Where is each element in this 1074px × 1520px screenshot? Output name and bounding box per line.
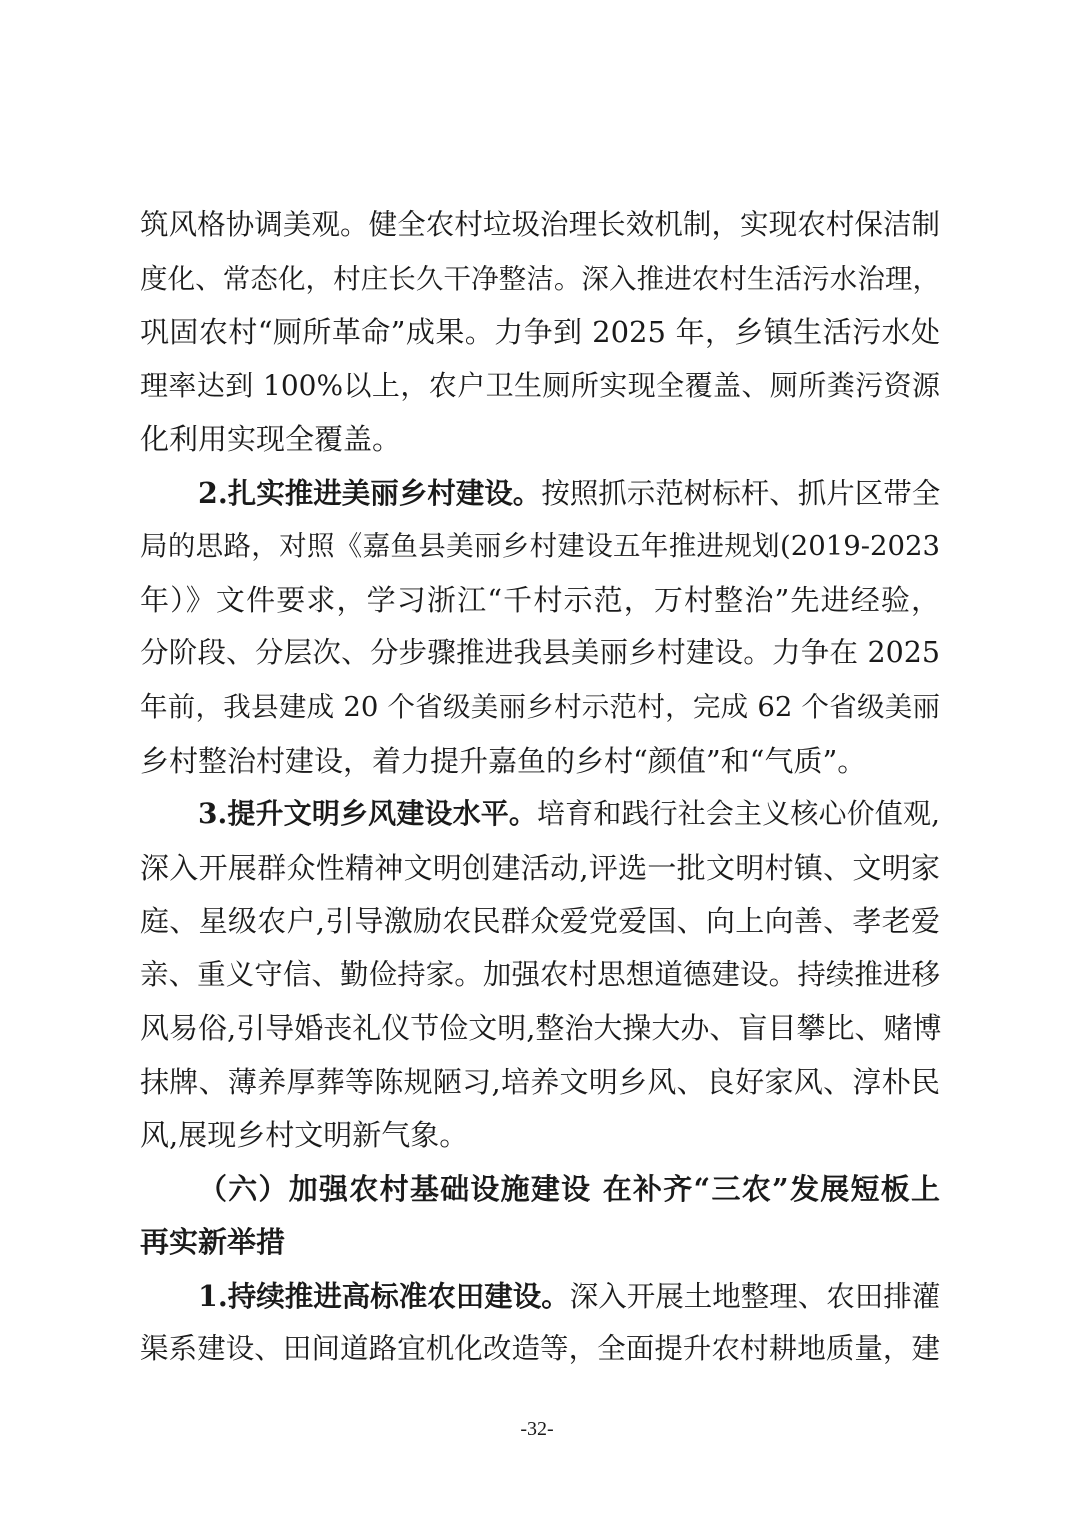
paragraph-text: 按照抓示范树标杆、抓片区带全 bbox=[541, 477, 941, 510]
body-line: 乡村整治村建设，着力提升嘉鱼的乡村“颜值”和“气质”。 bbox=[140, 744, 867, 778]
body-line: 度化、常态化，村庄长久干净整洁。深入推进农村生活污水治理， bbox=[140, 263, 940, 295]
body-line: 巩固农村“厕所革命”成果。力争到 2025 年，乡镇生活污水处 bbox=[140, 315, 940, 349]
section-heading: （六）加强农村基础设施建设 在补齐“三农”发展短板上 bbox=[198, 1172, 940, 1206]
paragraph-heading: 3.提升文明乡风建设水平。 bbox=[198, 797, 538, 830]
paragraph-first-line bbox=[198, 473, 940, 513]
body-line: 庭、星级农户,引导激励农民群众爱党爱国、向上向善、孝老爱 bbox=[140, 904, 940, 938]
body-line: 分阶段、分层次、分步骤推进我县美丽乡村建设。力争在 2025 bbox=[140, 636, 940, 669]
body-line: 风,展现乡村文明新气象。 bbox=[140, 1118, 469, 1152]
paragraph-first-line bbox=[198, 794, 940, 834]
paragraph-text: 深入开展土地整理、农田排灌 bbox=[569, 1280, 941, 1313]
paragraph-heading: 2.扎实推进美丽乡村建设。 bbox=[198, 476, 542, 510]
body-line: 局的思路，对照《嘉鱼县美丽乡村建设五年推进规划(2019-2023 bbox=[140, 530, 940, 562]
body-line: 风易俗,引导婚丧礼仪节俭文明,整治大操大办、盲目攀比、赌博 bbox=[140, 1011, 942, 1045]
section-heading-continued: 再实新举措 bbox=[140, 1225, 286, 1259]
body-line: 年前，我县建成 20 个省级美丽乡村示范村，完成 62 个省级美丽 bbox=[140, 691, 940, 723]
body-line: 亲、重义守信、勤俭持家。加强农村思想道德建设。持续推进移 bbox=[140, 958, 940, 991]
page-number: -32- bbox=[520, 1418, 554, 1440]
body-line: 筑风格协调美观。健全农村垃圾治理长效机制，实现农村保洁制 bbox=[140, 208, 940, 241]
body-line: 抹牌、薄养厚葬等陈规陋习,培养文明乡风、良好家风、淳朴民 bbox=[140, 1065, 940, 1099]
paragraph-text: 培育和践行社会主义核心价值观, bbox=[537, 797, 940, 830]
body-line: 深入开展群众性精神文明创建活动,评选一批文明村镇、文明家 bbox=[140, 851, 940, 885]
body-line: 理率达到 100%以上，农户卫生厕所实现全覆盖、厕所粪污资源 bbox=[140, 369, 940, 402]
paragraph-heading: 1.持续推进高标准农田建设。 bbox=[198, 1279, 570, 1313]
body-line: 年）》文件要求，学习浙江“千村示范，万村整治”先进经验， bbox=[140, 583, 940, 617]
body-line: 化利用实现全覆盖。 bbox=[140, 422, 402, 456]
body-line: 渠系建设、田间道路宜机化改造等，全面提升农村耕地质量，建 bbox=[140, 1332, 940, 1365]
paragraph-first-line bbox=[198, 1276, 940, 1316]
